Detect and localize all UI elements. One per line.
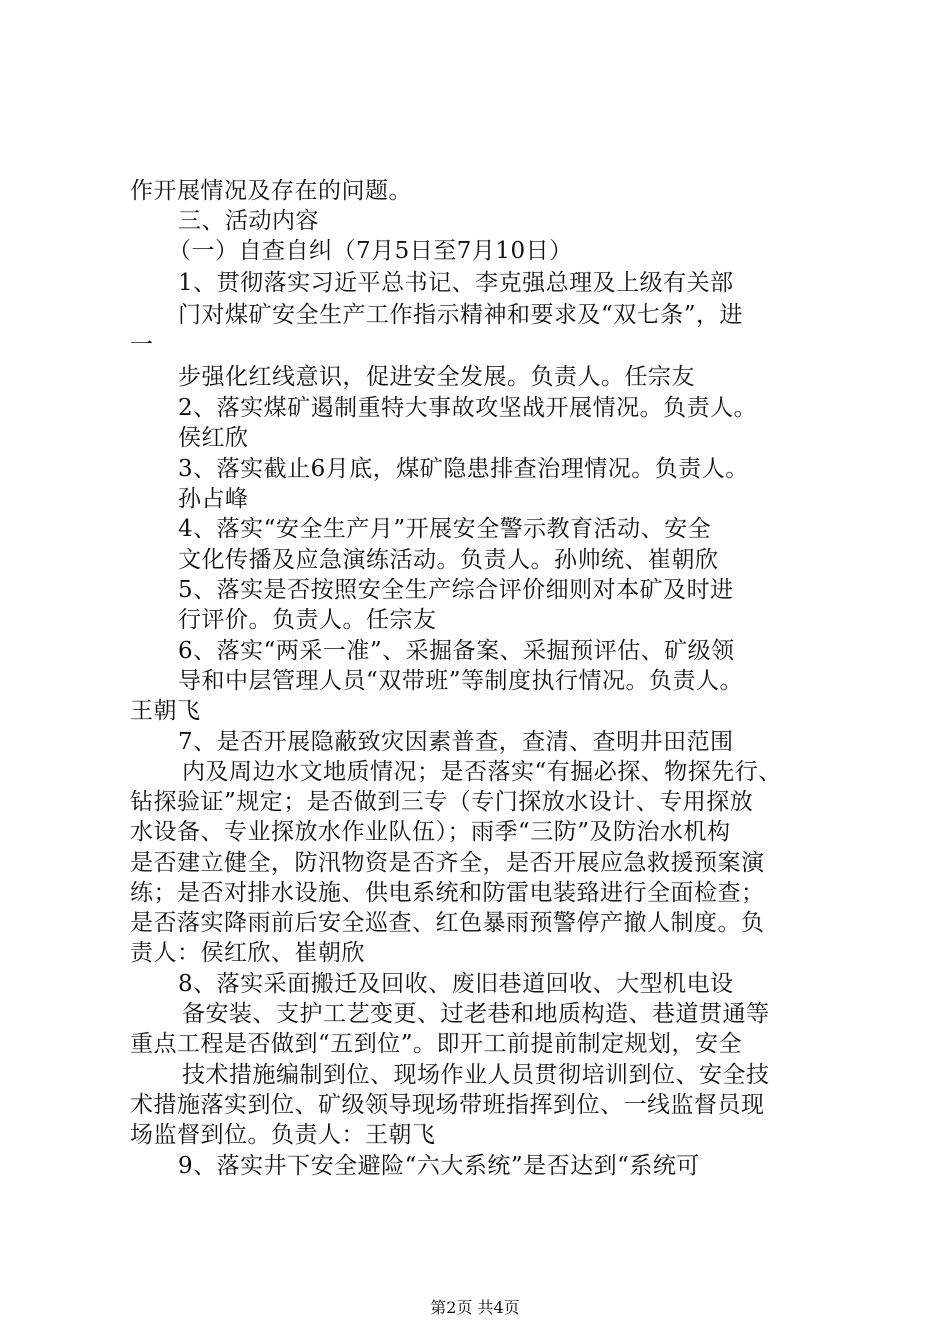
text-line: 侯红欣	[178, 425, 249, 451]
text-line: 练；是否对排水设施、供电系统和防雷电装臵进行全面检查；	[130, 880, 765, 906]
text-line: 作开展情况及存在的问题。	[130, 178, 412, 204]
text-line: 文化传播及应急演练活动。负责人。孙帅统、崔朝欣	[178, 547, 719, 573]
text-line: 一	[130, 332, 154, 358]
text-line: 是否落实降雨前后安全巡查、红色暴雨预警停产撤人制度。负	[130, 910, 765, 936]
text-line: 责人：侯红欣、崔朝欣	[130, 940, 365, 966]
text-line: 钻探验证”规定；是否做到三专（专门探放水设计、专用探放	[130, 789, 754, 815]
text-line: 行评价。负责人。任宗友	[178, 607, 437, 633]
text-line: 2、落实煤矿遏制重特大事故攻坚战开展情况。负责人。	[178, 395, 758, 421]
text-line: 5、落实是否按照安全生产综合评价细则对本矿及时进	[178, 577, 734, 603]
text-line: 8、落实采面搬迁及回收、废旧巷道回收、大型机电设	[178, 971, 734, 997]
section-heading: 三、活动内容	[178, 208, 319, 234]
text-line: 重点工程是否做到“五到位”。即开工前提前制定规划，安全	[130, 1031, 743, 1057]
text-line: 6、落实“两采一准”、采掘备案、采掘预评估、矿级领	[178, 638, 735, 664]
text-line: 场监督到位。负责人：王朝飞	[130, 1122, 436, 1148]
text-line: 步强化红线意识，促进安全发展。负责人。任宗友	[178, 364, 695, 390]
text-line: 导和中层管理人员“双带班”等制度执行情况。负责人。	[178, 668, 744, 694]
subsection-heading: （一）自查自纠（7月5日至7月10日）	[168, 238, 573, 264]
text-line: 王朝飞	[130, 698, 201, 724]
text-line: 4、落实“安全生产月”开展安全警示教育活动、安全	[178, 516, 712, 542]
text-line: 孙占峰	[178, 486, 249, 512]
text-line: 技术措施编制到位、现场作业人员贯彻培训到位、安全技	[182, 1062, 770, 1088]
text-line: 术措施落实到位、矿级领导现场带班指挥到位、一线监督员现	[130, 1092, 765, 1118]
text-line: 7、是否开展隐蔽致灾因素普查，查清、查明井田范围	[178, 729, 734, 755]
text-line: 门对煤矿安全生产工作指示精神和要求及“双七条”，进	[178, 302, 744, 328]
text-line: 1、贯彻落实习近平总书记、李克强总理及上级有关部	[178, 270, 734, 296]
text-line: 9、落实井下安全避险“六大系统”是否达到“系统可	[178, 1153, 700, 1179]
page-number-footer: 第2页 共4页	[430, 1298, 520, 1317]
text-line: 3、落实截止6月底，煤矿隐患排查治理情况。负责人。	[178, 456, 749, 482]
text-line: 备安装、支护工艺变更、过老巷和地质构造、巷道贯通等	[182, 1001, 770, 1027]
text-line: 水设备、专业探放水作业队伍）；雨季“三防”及防治水机构	[130, 819, 731, 845]
text-line: 内及周边水文地质情况；是否落实“有掘必探、物探先行、	[182, 759, 782, 785]
text-line: 是否建立健全，防汛物资是否齐全，是否开展应急救援预案演	[130, 850, 765, 876]
